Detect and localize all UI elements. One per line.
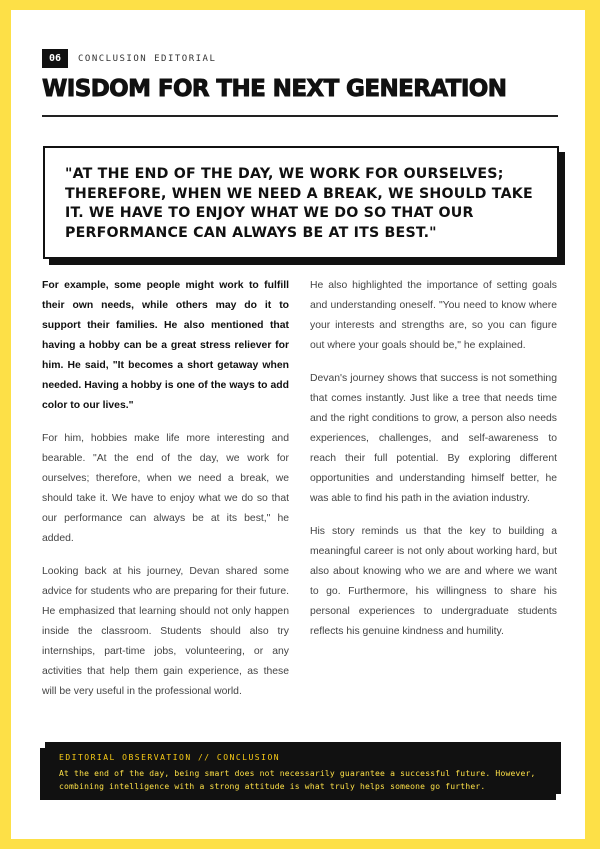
observation-text: At the end of the day, being smart does not necessarily guarantee a successful future. However, combining intelligence with a strong attitude is what truly helps someone go further.: [59, 769, 536, 791]
section-tag: [42, 49, 216, 68]
lead-paragraph: For example, some people might work to fulfill their own needs, while others may do it to support their families. He also mentioned that having a hobby can be a great stress reliever for him. He said, "It becomes a short getaway when needed. Having a hobby is one of the ways to add color to our lives.": [42, 280, 289, 411]
pull-quote-text: "AT THE END OF THE DAY, WE WORK FOR OURSELVES; THEREFORE, WHEN WE NEED A BREAK, WE SHOULD TAKE IT. WE HAVE TO ENJOY WHAT WE DO SO THAT OUR PERFORMANCE CAN ALWAYS BE AT ITS BEST.": [65, 166, 533, 241]
page-title: WISDOM FOR THE NEXT GENERATION: [42, 76, 507, 102]
body-paragraph: Devan's journey shows that success is not something that comes instantly. Just like a tree that needs time and the right conditions to grow, a person also needs experiences, challenges, and self-awareness to reach their full potential. By exploring different opportunities and understanding himself better, he was able to find his path in the aviation industry.: [310, 373, 557, 504]
page: [11, 10, 585, 839]
body-paragraph: He also highlighted the importance of setting goals and understanding oneself. "You need to know where your interests and strengths are, so you can figure out where your goals should be," he explained.: [310, 280, 557, 351]
title-divider: [42, 115, 558, 117]
section-label: CONCLUSION EDITORIAL: [78, 53, 217, 64]
body-paragraph: Looking back at his journey, Devan shared some advice for students who are preparing for their future. He emphasized that learning should not only happen inside the classroom. Students should also try internships, part-time jobs, volunteering, or any activities that help them gain experience, as these will be very useful in the professional world.: [42, 566, 289, 697]
section-number: 06: [42, 49, 68, 68]
pull-quote-box: [43, 146, 559, 259]
body-paragraph: His story reminds us that the key to building a meaningful career is not only about working hard, but also about knowing who we are and where we want to go. Furthermore, his willingness to share his personal experiences to undergraduate students reflects his genuine kindness and humility.: [310, 526, 557, 637]
left-column: [42, 276, 289, 715]
right-column: [310, 276, 557, 655]
body-paragraph: For him, hobbies make life more interesting and bearable. "At the end of the day, we work for ourselves; therefore, when we need a break, we should take it. We have to enjoy what we do so that our performance can always be at its best," he added.: [42, 433, 289, 544]
observation-title: EDITORIAL OBSERVATION // CONCLUSION: [59, 753, 281, 762]
observation-box: [45, 742, 561, 794]
